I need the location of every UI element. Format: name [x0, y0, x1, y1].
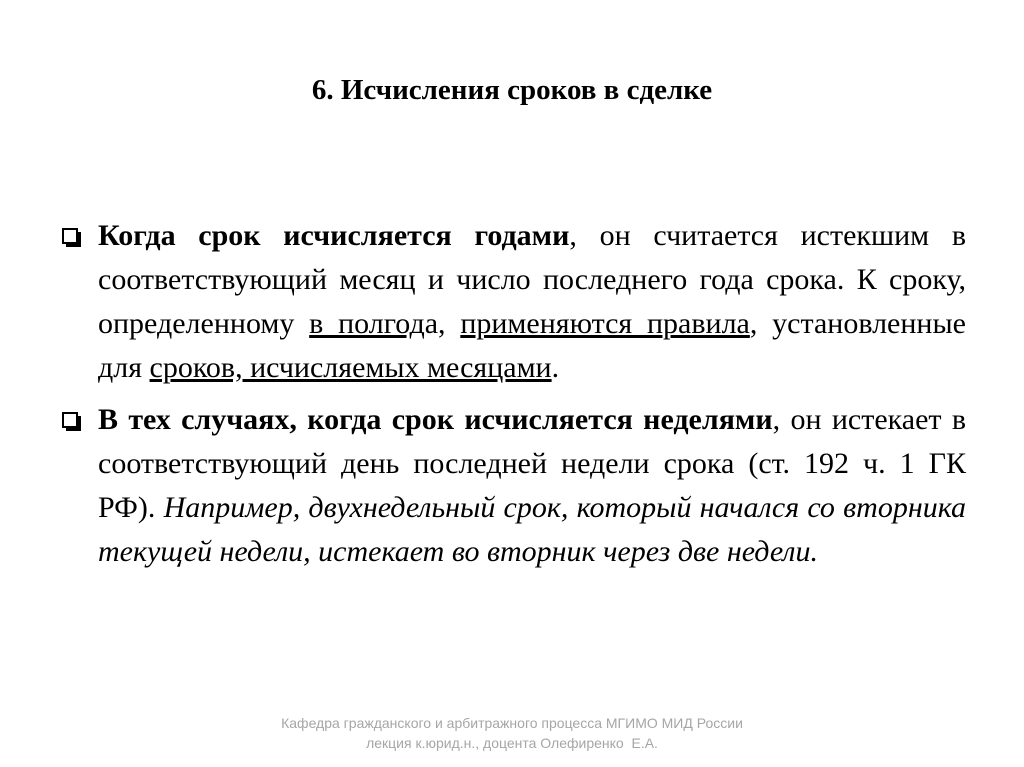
underlined-text: сроков, исчисляемых месяцами	[149, 351, 552, 384]
bullet-list	[62, 214, 966, 574]
footer-line-department: Кафедра гражданского и арбитражного процесса МГИМО МИД России	[281, 715, 743, 731]
footer-line-lecturer: лекция к.юрид.н., доцента Олефиренко Е.А.	[366, 735, 658, 751]
bullet-item-weeks	[62, 398, 966, 574]
bullet-text: , он считается истекшим в соответствующий месяц и число последнего года срока. К сроку, определенному	[98, 219, 966, 340]
bullet-text: , он истекает в соответствующий день последней недели срока (ст. 192 ч. 1 ГК РФ).	[98, 403, 966, 524]
bullet-item-years	[62, 214, 966, 390]
checkbox-bullet-icon	[62, 228, 78, 244]
slide-footer	[0, 713, 1024, 753]
checkbox-bullet-icon	[62, 412, 78, 428]
example-italic-text: Например, двухнедельный срок, который начался со вторника текущей недели, истекает во вторник через две недели.	[98, 491, 966, 568]
bullet-text: а,	[424, 307, 461, 340]
underlined-text: применяются правила	[460, 307, 750, 340]
bullet-text: .	[551, 351, 560, 384]
underlined-text: в полгод	[309, 307, 425, 340]
bullet-bold-text: Когда срок исчисляется годами	[98, 219, 570, 252]
bullet-bold-text: В тех случаях, когда срок исчисляется неделями	[98, 403, 773, 436]
bullet-text: , установленные для	[98, 307, 966, 384]
slide-title: 6. Исчисления сроков в сделке	[311, 74, 713, 106]
